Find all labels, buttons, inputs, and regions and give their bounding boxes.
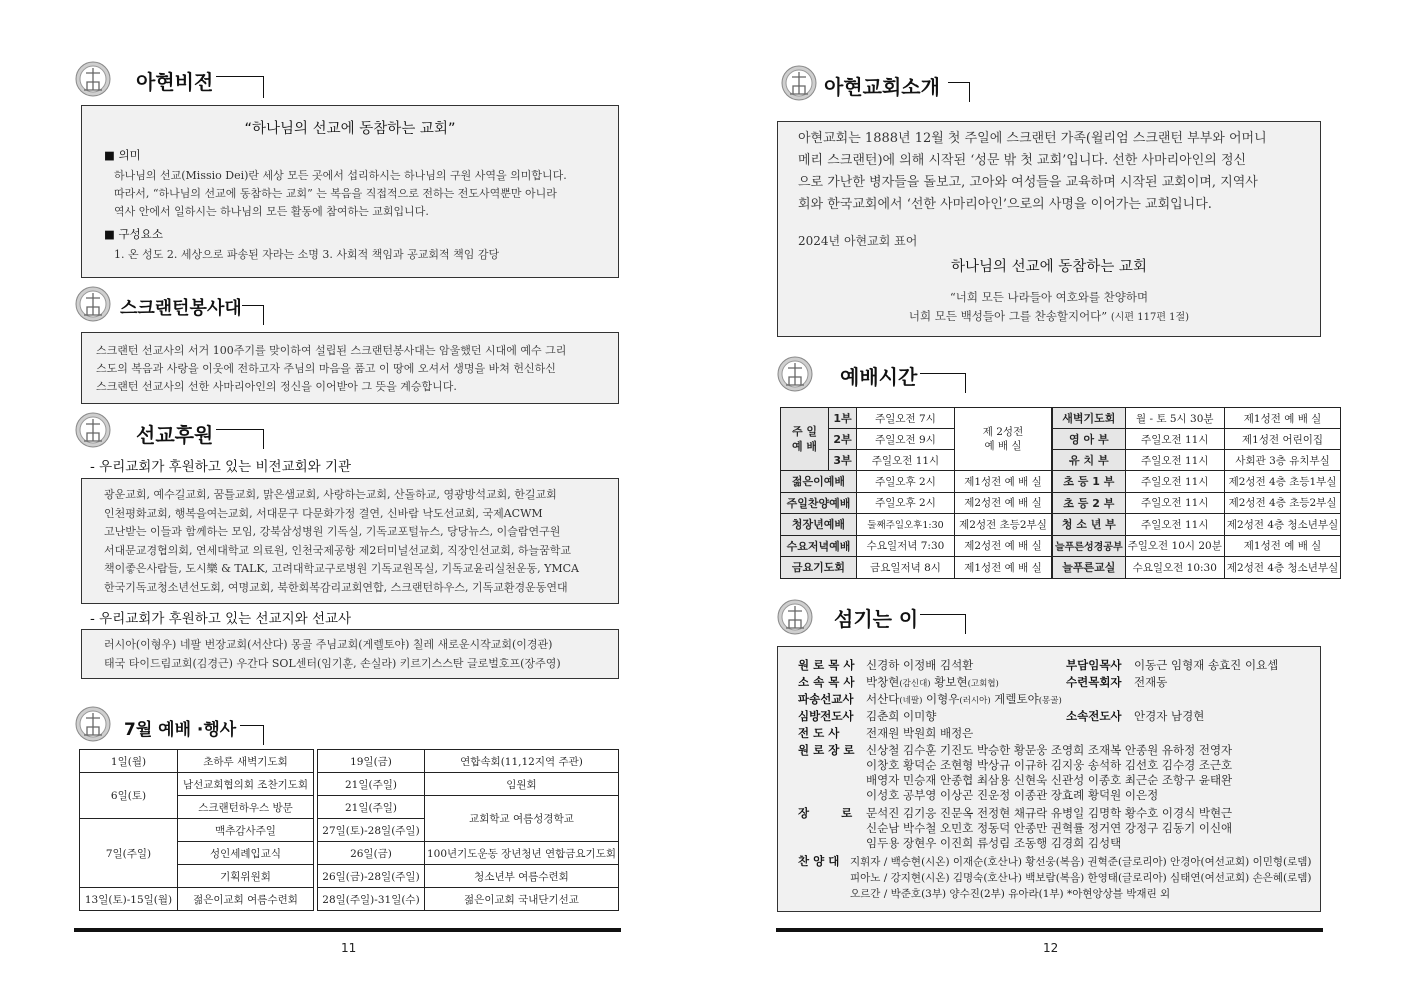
staff-label: 원 로 목 사 (798, 658, 855, 672)
worship-time: 수요일오전 10:30 (1125, 557, 1224, 579)
name-line: 임두용 장현우 이진희 류성림 조동행 김경희 김성택 (866, 836, 1122, 850)
worship-name: 유 치 부 (1053, 450, 1126, 471)
staff-row-visitation (798, 709, 936, 724)
staff-label: 파송선교사 (798, 692, 854, 706)
worship-place: 제1성전 예 배 실 (955, 471, 1052, 493)
section-title: 예배시간 (840, 365, 918, 389)
staff-names: 신경하 이정배 김석환 (866, 658, 974, 672)
staff-label: 소속전도사 (1066, 709, 1122, 723)
worship-time: 주일오전 9시 (857, 429, 955, 450)
scranton-line: 스크랜턴 선교사의 선한 사마리아인의 정신을 이어받아 그 뜻을 계승합니다. (96, 380, 457, 393)
name-line: 지휘자 / 백승현(시온) 이재순(호산나) 황선웅(복음) 권혁준(글로리아) 안경아(여선교회) 이민형(로뎀) (850, 856, 1312, 868)
orgs-line: 광운교회, 예수길교회, 꿈틀교회, 맑은샘교회, 사랑하는교회, 산돌하교, 영광방석교회, 한길교회 (104, 488, 557, 501)
staff-label: 심방전도사 (798, 709, 854, 723)
intro-text (798, 128, 1267, 216)
worship-table-right (1052, 407, 1341, 579)
church-emblem-icon (74, 411, 112, 449)
orgs-line: 고난받는 이들과 함께하는 모임, 강북삼성병원 기독실, 기독교포털뉴스, 당당뉴스, 이슬람연구원 (104, 525, 561, 538)
section-header-scranton (74, 285, 274, 329)
worship-time: 금요일저녁 8시 (857, 557, 955, 579)
intro-box (777, 121, 1321, 337)
event-name: 맥추감사주일 (178, 819, 314, 842)
event-date: 27일(토)-28일(주일) (318, 819, 425, 842)
elements-text: 1. 온 성도 2. 세상으로 파송된 자라는 소명 3. 사회적 책임과 공교회적 책임 감당 (114, 248, 500, 261)
mission-subtitle-missionaries: - 우리교회가 후원하고 있는 선교지와 선교사 (90, 611, 352, 627)
intro-line: 아현교회는 1888년 12월 첫 주일에 스크랜턴 가족(윌리엄 스크랜턴 부부와 어머니 (798, 131, 1267, 146)
worship-place: 제2성전 4층 청소년부실 (1224, 557, 1340, 579)
event-name: 젊은이교회 여름수련회 (178, 888, 314, 911)
event-name: 스크랜턴하우스 방문 (178, 796, 314, 819)
name-line: 문석진 김기응 진문옥 전정현 채규락 유병일 김명학 황수호 이경식 박현근 (866, 806, 1233, 820)
orgs-line: 한국기독교청소년선도회, 여명교회, 북한회복감리교회연합, 스크랜턴하우스, 기독교환경운동연대 (104, 580, 568, 594)
july-events-table-right (317, 749, 619, 911)
staff-label: 전 도 사 (798, 726, 840, 740)
verse-line1: “너희 모든 나라들아 여호와를 찬양하며 (949, 290, 1149, 304)
worship-time: 둘째주일오후1:30 (857, 514, 955, 536)
worship-time: 주일오전 11시 (1125, 514, 1224, 536)
staff-names: 전재동 (1134, 675, 1168, 689)
event-date: 26일(금) (318, 842, 425, 865)
worship-part: 2부 (829, 429, 857, 450)
staff-label: 원 로 장 로 (798, 743, 855, 757)
name-line: 오르간 / 박준호(3부) 양수진(2부) 유아라(1부) *아현앙상블 박재린 외 (850, 888, 1171, 900)
event-date: 21일(주일) (318, 796, 425, 819)
section-header-mission (74, 411, 274, 455)
page-number: 12 (1043, 941, 1059, 955)
meaning-line: 역사 안에서 일하시는 하나님의 모든 활동에 참여하는 교회입니다. (114, 205, 429, 218)
orgs-line: 인천평화교회, 행복을여는교회, 서대문구 다문화가정 결연, 신바람 낙도선교회, 국제ACWM (104, 506, 543, 520)
verse-line2-wrap (778, 307, 1320, 327)
worship-place: 제2성전 4층 초등1부실 (1224, 471, 1340, 493)
vision-quote: “하나님의 선교에 동참하는 교회” (244, 121, 456, 137)
section-header-intro (780, 64, 980, 108)
church-emblem-icon (776, 355, 814, 393)
staff-row-missionary (798, 692, 1062, 709)
choir-list (850, 854, 1312, 902)
staff-note: (고회협) (967, 679, 999, 689)
worship-name: 주일찬양예배 (781, 492, 857, 514)
event-date: 1일(월) (80, 750, 178, 773)
section-title: 스크랜턴봉사대 (120, 298, 242, 319)
staff-names: 이형우 (922, 692, 960, 706)
worship-place: 사회관 3층 유치부실 (1224, 450, 1340, 471)
section-header-vision (74, 60, 274, 104)
meaning-heading: ■ 의미 (104, 148, 141, 162)
worship-time: 주일오전 7시 (857, 408, 955, 429)
july-events-table-left (79, 749, 314, 911)
event-name: 남선교회협의회 조찬기도회 (178, 773, 314, 796)
worship-place: 제1성전 예 배 실 (1224, 408, 1340, 429)
worship-part: 1부 (829, 408, 857, 429)
section-title: 아현교회소개 (824, 75, 940, 99)
verse-line2: 너희 모든 백성들아 그를 찬송할지어다” (908, 309, 1108, 323)
worship-name: 초 등 2 부 (1053, 492, 1126, 514)
event-name: 기획위원회 (178, 865, 314, 888)
page-right (702, 0, 1403, 992)
staff-names: 안경자 남경현 (1134, 709, 1205, 723)
elder-emeritus-list (866, 743, 1232, 803)
title-bracket (920, 373, 966, 393)
church-emblem-icon (74, 705, 112, 743)
sunday-label (781, 408, 829, 471)
intro-line: 회와 한국교회에서 ‘선한 사마리아인’으로의 사명을 이어가는 교회입니다. (798, 197, 1212, 212)
meaning-text (114, 167, 567, 221)
title-bracket (216, 429, 264, 449)
worship-place: 제2성전 4층 초등2부실 (1224, 492, 1340, 514)
worship-name: 청장년예배 (781, 514, 857, 536)
missionary-line: 러시아(이형우) 네팔 번장교회(서산다) 몽골 주님교회(게렐토야) 칠레 새로운시작교회(이경관) (104, 638, 553, 651)
worship-name: 늘푸른성경공부 (1053, 535, 1126, 557)
worship-part: 3부 (829, 450, 857, 471)
event-date: 13일(토)-15일(월) (80, 888, 178, 911)
page-left (0, 0, 701, 992)
event-name: 성인세례입교식 (178, 842, 314, 865)
worship-place: 제2성전 예 배 실 (955, 492, 1052, 514)
title-bracket (216, 76, 264, 98)
scranton-line: 스크랜턴 선교사의 서거 100주기를 맞이하여 설립된 스크랜턴봉사대는 암울했던 시대에 예수 그리 (96, 344, 567, 357)
name-line: 신순남 박수철 오민호 정동덕 안종만 권혁률 정거연 강정구 김동기 이신애 (866, 821, 1233, 835)
staff-label: 부담임목사 (1066, 658, 1122, 672)
event-name: 100년기도운동 장년청년 연합금요기도회 (424, 842, 618, 865)
event-name: 임원회 (424, 773, 618, 796)
worship-place: 제1성전 어린이집 (1224, 429, 1340, 450)
staff-row-associate-pastor (1066, 658, 1278, 673)
worship-place: 제1성전 예 배 실 (1224, 535, 1340, 557)
staff-names: 이동근 임형재 송효진 이요셉 (1134, 658, 1279, 672)
missionaries-text (104, 635, 561, 673)
worship-name: 금요기도회 (781, 557, 857, 579)
mission-orgs-box (81, 478, 619, 604)
title-bracket (948, 82, 970, 102)
servants-box (777, 646, 1321, 912)
worship-name: 늘푸른교실 (1053, 557, 1126, 579)
scranton-line: 스도의 복음과 사랑을 이웃에 전하고자 주님의 마음을 품고 이 땅에 오셔서 생명을 바쳐 헌신하신 (96, 362, 556, 375)
staff-names: 전재원 박원희 배정은 (866, 726, 974, 740)
name-line: 이성호 공부영 이상곤 진운정 이종관 장효례 황덕원 이은정 (866, 788, 1159, 802)
staff-row-evangelist (798, 726, 973, 741)
name-line: 배영자 민승재 안종협 최삼용 신현욱 신관성 이종호 최근순 조항구 윤태완 (866, 773, 1233, 787)
worship-place: 제1성전 예 배 실 (955, 557, 1052, 579)
page-number: 11 (341, 941, 357, 955)
church-emblem-icon (74, 60, 112, 98)
verse-ref: (시편 117편 1절) (1110, 312, 1190, 323)
staff-names: 게렐토야 (990, 692, 1039, 706)
title-bracket (242, 305, 264, 325)
section-title: 선교후원 (136, 423, 214, 447)
orgs-line: 책이좋은사람들, 도시樂 & TALK, 고려대학교구로병원 기독교원목실, 기독교윤리실천운동, YMCA (104, 562, 579, 575)
staff-row-elder-emeritus (798, 743, 1232, 803)
missionaries-box (81, 629, 619, 679)
worship-time: 주일오전 11시 (1125, 429, 1224, 450)
elements-heading: ■ 구성요소 (104, 227, 163, 241)
staff-names: 황보현 (930, 675, 968, 689)
sunday-place-2: 예 배 실 (984, 440, 1022, 452)
staff-label: 찬 양 대 (798, 854, 840, 868)
worship-name: 초 등 1 부 (1053, 471, 1126, 493)
event-date: 7일(주일) (80, 819, 178, 888)
title-bracket (240, 725, 264, 745)
sunday-place (955, 408, 1052, 471)
section-title: 7월 예배 ·행사 (124, 720, 237, 740)
vision-box (81, 105, 619, 278)
section-title: 아현비전 (136, 70, 214, 94)
event-name: 젊은이교회 국내단기선교 (424, 888, 618, 911)
staff-label: 수련목회자 (1066, 675, 1122, 689)
staff-note: (감신대) (899, 679, 931, 689)
worship-time: 주일오전 10시 20분 (1125, 535, 1224, 557)
church-emblem-icon (776, 598, 814, 636)
worship-time: 주일오후 2시 (857, 492, 955, 514)
event-name: 초하루 새벽기도회 (178, 750, 314, 773)
intro-line: 메리 스크랜턴)에 의해 시작된 ‘성문 밖 첫 교회’입니다. 선한 사마리아인의 정신 (798, 153, 1247, 168)
worship-place: 제2성전 초등2부실 (955, 514, 1052, 536)
staff-row-choir (798, 854, 1312, 902)
staff-label: 소 속 목 사 (798, 675, 855, 689)
worship-name: 청 소 년 부 (1053, 514, 1126, 536)
section-header-july (74, 705, 274, 749)
event-name: 교회학교 여름성경학교 (424, 796, 618, 842)
title-bracket (920, 614, 966, 634)
orgs-text (104, 486, 579, 597)
church-emblem-icon (74, 285, 112, 323)
staff-note: (몽골) (1038, 696, 1062, 706)
staff-row-senior-pastor (798, 658, 973, 673)
scranton-text (96, 342, 566, 396)
footer-rule (74, 928, 621, 932)
orgs-line: 서대문교경협의회, 연세대학교 의료원, 인천국제공항 제2터미널선교회, 직장인선교회, 하늘꿈학교 (104, 543, 572, 557)
sunday-place-1: 제 2성전 (982, 426, 1024, 438)
meaning-line: 따라서, “하나님의 선교에 동참하는 교회” 는 복음을 직접적으로 전하는 전도사역뿐만 아니라 (114, 187, 557, 200)
intro-line: 으로 가난한 병자들을 돌보고, 고아와 여성들을 교육하며 시작된 교회이며, 지역사 (798, 175, 1258, 190)
worship-place: 제2성전 예 배 실 (955, 535, 1052, 557)
section-header-worship (776, 355, 976, 399)
staff-note: (러시아) (959, 696, 991, 706)
worship-time: 주일오전 11시 (1125, 471, 1224, 493)
staff-names: 박창현 (866, 675, 900, 689)
event-name: 청소년부 여름수련회 (424, 865, 618, 888)
name-line: 피아노 / 강지현(시온) 김명숙(호산나) 백보람(복음) 한영태(글로리아) 심태연(여선교회) 손은혜(로뎀) (850, 872, 1312, 884)
staff-row-evangelist-affiliated (1066, 709, 1204, 724)
worship-name: 젊은이예배 (781, 471, 857, 493)
event-date: 21일(주일) (318, 773, 425, 796)
staff-row-trainee (1066, 675, 1167, 690)
worship-time: 월 - 토 5시 30분 (1125, 408, 1224, 429)
worship-name: 영 아 부 (1053, 429, 1126, 450)
scranton-box (81, 332, 619, 404)
worship-time: 수요일저녁 7:30 (857, 535, 955, 557)
worship-table-left (780, 407, 1052, 579)
meaning-line: 하나님의 선교(Missio Dei)란 세상 모든 곳에서 섭리하시는 하나님의 구원 사역을 의미합니다. (114, 169, 567, 182)
name-line: 신상철 김수훈 기진도 박승한 황문웅 조영희 조재복 안종원 유하정 전영자 (866, 743, 1233, 757)
worship-time: 주일오전 11시 (1125, 492, 1224, 514)
staff-label: 장 로 (798, 806, 853, 820)
church-emblem-icon (780, 64, 818, 102)
worship-time: 주일오전 11시 (1125, 450, 1224, 471)
event-date: 28일(주일)-31일(수) (318, 888, 425, 911)
staff-row-elder (798, 806, 1232, 851)
event-name: 연합속회(11,12지역 주관) (424, 750, 618, 773)
staff-row-affiliated-pastor (798, 675, 999, 692)
event-date: 19일(금) (318, 750, 425, 773)
sunday-label-1: 주 일 (791, 425, 818, 438)
worship-time: 주일오후 2시 (857, 471, 955, 493)
event-date: 6일(토) (80, 773, 178, 819)
elder-list (866, 806, 1232, 851)
event-date: 26일(금)-28일(주일) (318, 865, 425, 888)
worship-name: 수요저녁예배 (781, 535, 857, 557)
staff-note: (네팔) (899, 696, 923, 706)
worship-name: 새벽기도회 (1053, 408, 1126, 429)
missionary-line: 태국 타이드림교회(김경근) 우간다 SOL센터(임기훈, 손실라) 키르기스스탄 글로벌호프(장주영) (104, 657, 561, 670)
worship-place: 제2성전 4층 청소년부실 (1224, 514, 1340, 536)
sunday-label-2: 예 배 (791, 440, 818, 453)
motto: 하나님의 선교에 동참하는 교회 (951, 259, 1147, 275)
name-line: 이창호 황덕순 조현형 박상규 이규하 김지웅 송석하 김선호 김수경 조근호 (866, 758, 1233, 772)
footer-rule (776, 928, 1323, 932)
staff-names: 김춘희 이미향 (866, 709, 937, 723)
staff-names: 서산다 (866, 692, 900, 706)
motto-year: 2024년 아현교회 표어 (798, 234, 918, 248)
section-title: 섬기는 이 (834, 607, 919, 631)
mission-subtitle-orgs: - 우리교회가 후원하고 있는 비전교회와 기관 (90, 459, 352, 475)
worship-time: 주일오전 11시 (857, 450, 955, 471)
section-header-servants (776, 598, 976, 642)
